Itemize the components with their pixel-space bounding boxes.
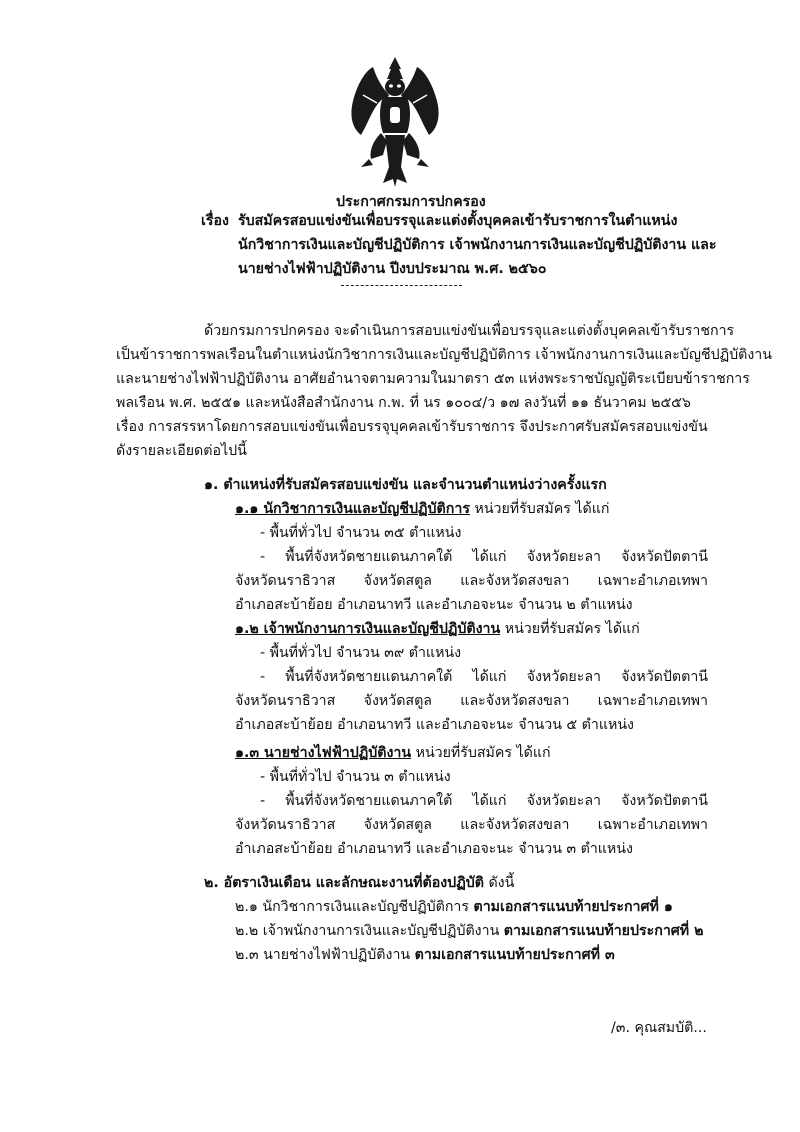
- item-title: ๑.๓ นายช่างไฟฟ้าปฏิบัติงาน: [235, 745, 412, 761]
- salary-item-text: ๒.๒ เจ้าพนักงานการเงินและบัญชีปฏิบัติงาน: [235, 923, 504, 939]
- page-continuation: /๓. คุณสมบัติ...: [611, 1020, 707, 1036]
- south-area-line: - พื้นที่จังหวัดชายแดนภาคใต้ ได้แก่ จังหวัดยะลา จังหวัดปัตตานี: [260, 549, 708, 565]
- south-area-line: อำเภอสะบ้าย้อย อำเภอนาทวี และอำเภอจะนะ จำนวน ๒ ตำแหน่ง: [235, 597, 633, 613]
- general-area-line: - พื้นที่ทั่วไป จำนวน ๓ ตำแหน่ง: [260, 769, 451, 785]
- subject-line: รับสมัครสอบแข่งขันเพื่อบรรจุและแต่งตั้งบุคคลเข้ารับราชการในตำแหน่ง: [238, 213, 678, 229]
- garuda-emblem-icon: [343, 55, 447, 190]
- item-1-2-header: [235, 619, 640, 639]
- salary-item: [235, 897, 673, 917]
- salary-item-ref: ตามเอกสารแนบท้ายประกาศที่ ๓: [414, 947, 615, 963]
- south-area-line: จังหวัดนราธิวาส จังหวัดสตูล และจังหวัดสงขลา เฉพาะอำเภอเทพา: [235, 573, 708, 589]
- south-area-line: จังหวัดนราธิวาส จังหวัดสตูล และจังหวัดสงขลา เฉพาะอำเภอเทพา: [235, 817, 708, 833]
- subject-label: เรื่อง: [201, 213, 229, 229]
- intro-line: และนายช่างไฟฟ้าปฏิบัติงาน อาศัยอำนาจตามความในมาตรา ๕๓ แห่งพระราชบัญญัติระเบียบข้าราชการ: [116, 371, 750, 387]
- item-1-1-header: [235, 499, 610, 519]
- section1-heading: ๑. ตำแหน่งที่รับสมัครสอบแข่งขัน และจำนวนตำแหน่งว่างครั้งแรก: [204, 477, 607, 493]
- announcement-title: ประกาศกรมการปกครอง: [336, 194, 486, 210]
- intro-line: ดังรายละเอียดต่อไปนี้: [116, 443, 247, 459]
- section2-heading: [204, 873, 514, 893]
- intro-line: พลเรือน พ.ศ. ๒๕๕๑ และหนังสือสำนักงาน ก.พ. ที่ นร ๑๐๐๔/ว ๑๗ ลงวันที่ ๑๑ ธันวาคม ๒๕๕๖: [116, 395, 691, 411]
- south-area-line: - พื้นที่จังหวัดชายแดนภาคใต้ ได้แก่ จังหวัดยะลา จังหวัดปัตตานี: [260, 669, 708, 685]
- item-suffix: หน่วยที่รับสมัคร ได้แก่: [411, 745, 551, 761]
- south-area-line: อำเภอสะบ้าย้อย อำเภอนาทวี และอำเภอจะนะ จำนวน ๕ ตำแหน่ง: [235, 717, 634, 733]
- salary-item: [235, 945, 615, 965]
- general-area-line: - พื้นที่ทั่วไป จำนวน ๓๕ ตำแหน่ง: [260, 525, 462, 541]
- salary-item: [235, 921, 703, 941]
- item-suffix: หน่วยที่รับสมัคร ได้แก่: [469, 501, 610, 517]
- intro-line: ด้วยกรมการปกครอง จะดำเนินการสอบแข่งขันเพื่อบรรจุและแต่งตั้งบุคคลเข้ารับราชการ: [204, 323, 735, 339]
- item-suffix: หน่วยที่รับสมัคร ได้แก่: [500, 621, 640, 637]
- general-area-line: - พื้นที่ทั่วไป จำนวน ๓๙ ตำแหน่ง: [260, 645, 462, 661]
- section2-heading-text: ๒. อัตราเงินเดือน และลักษณะงานที่ต้องปฏิบัติ: [204, 875, 484, 891]
- south-area-line: จังหวัดนราธิวาส จังหวัดสตูล และจังหวัดสงขลา เฉพาะอำเภอเทพา: [235, 693, 708, 709]
- salary-item-ref: ตามเอกสารแนบท้ายประกาศที่ ๑: [473, 899, 673, 915]
- intro-line: เรื่อง การสรรหาโดยการสอบแข่งขันเพื่อบรรจุบุคคลเข้ารับราชการ จึงประกาศรับสมัครสอบแข่งขัน: [116, 419, 708, 435]
- south-area-line: - พื้นที่จังหวัดชายแดนภาคใต้ ได้แก่ จังหวัดยะลา จังหวัดปัตตานี: [260, 793, 708, 809]
- item-title: ๑.๒ เจ้าพนักงานการเงินและบัญชีปฏิบัติงาน: [235, 621, 501, 637]
- salary-item-ref: ตามเอกสารแนบท้ายประกาศที่ ๒: [503, 923, 704, 939]
- item-1-3-header: [235, 743, 551, 763]
- item-title: ๑.๑ นักวิชาการเงินและบัญชีปฏิบัติการ: [235, 501, 470, 517]
- section2-heading-suffix: ดังนี้: [483, 875, 515, 891]
- south-area-line: อำเภอสะบ้าย้อย อำเภอนาทวี และอำเภอจะนะ จำนวน ๓ ตำแหน่ง: [235, 841, 633, 857]
- subject-line: นายช่างไฟฟ้าปฏิบัติงาน ปีงบประมาณ พ.ศ. ๒๕๖๐: [238, 261, 547, 277]
- intro-line: เป็นข้าราชการพลเรือนในตำแหน่งนักวิชาการเงินและบัญชีปฏิบัติการ เจ้าพนักงานการเงินและบัญชีปฏิบัติงาน: [116, 347, 772, 363]
- salary-item-text: ๒.๑ นักวิชาการเงินและบัญชีปฏิบัติการ: [235, 899, 474, 915]
- header-divider: [341, 285, 462, 286]
- salary-item-text: ๒.๓ นายช่างไฟฟ้าปฏิบัติงาน: [235, 947, 415, 963]
- subject-line: นักวิชาการเงินและบัญชีปฏิบัติการ เจ้าพนักงานการเงินและบัญชีปฏิบัติงาน และ: [238, 237, 717, 253]
